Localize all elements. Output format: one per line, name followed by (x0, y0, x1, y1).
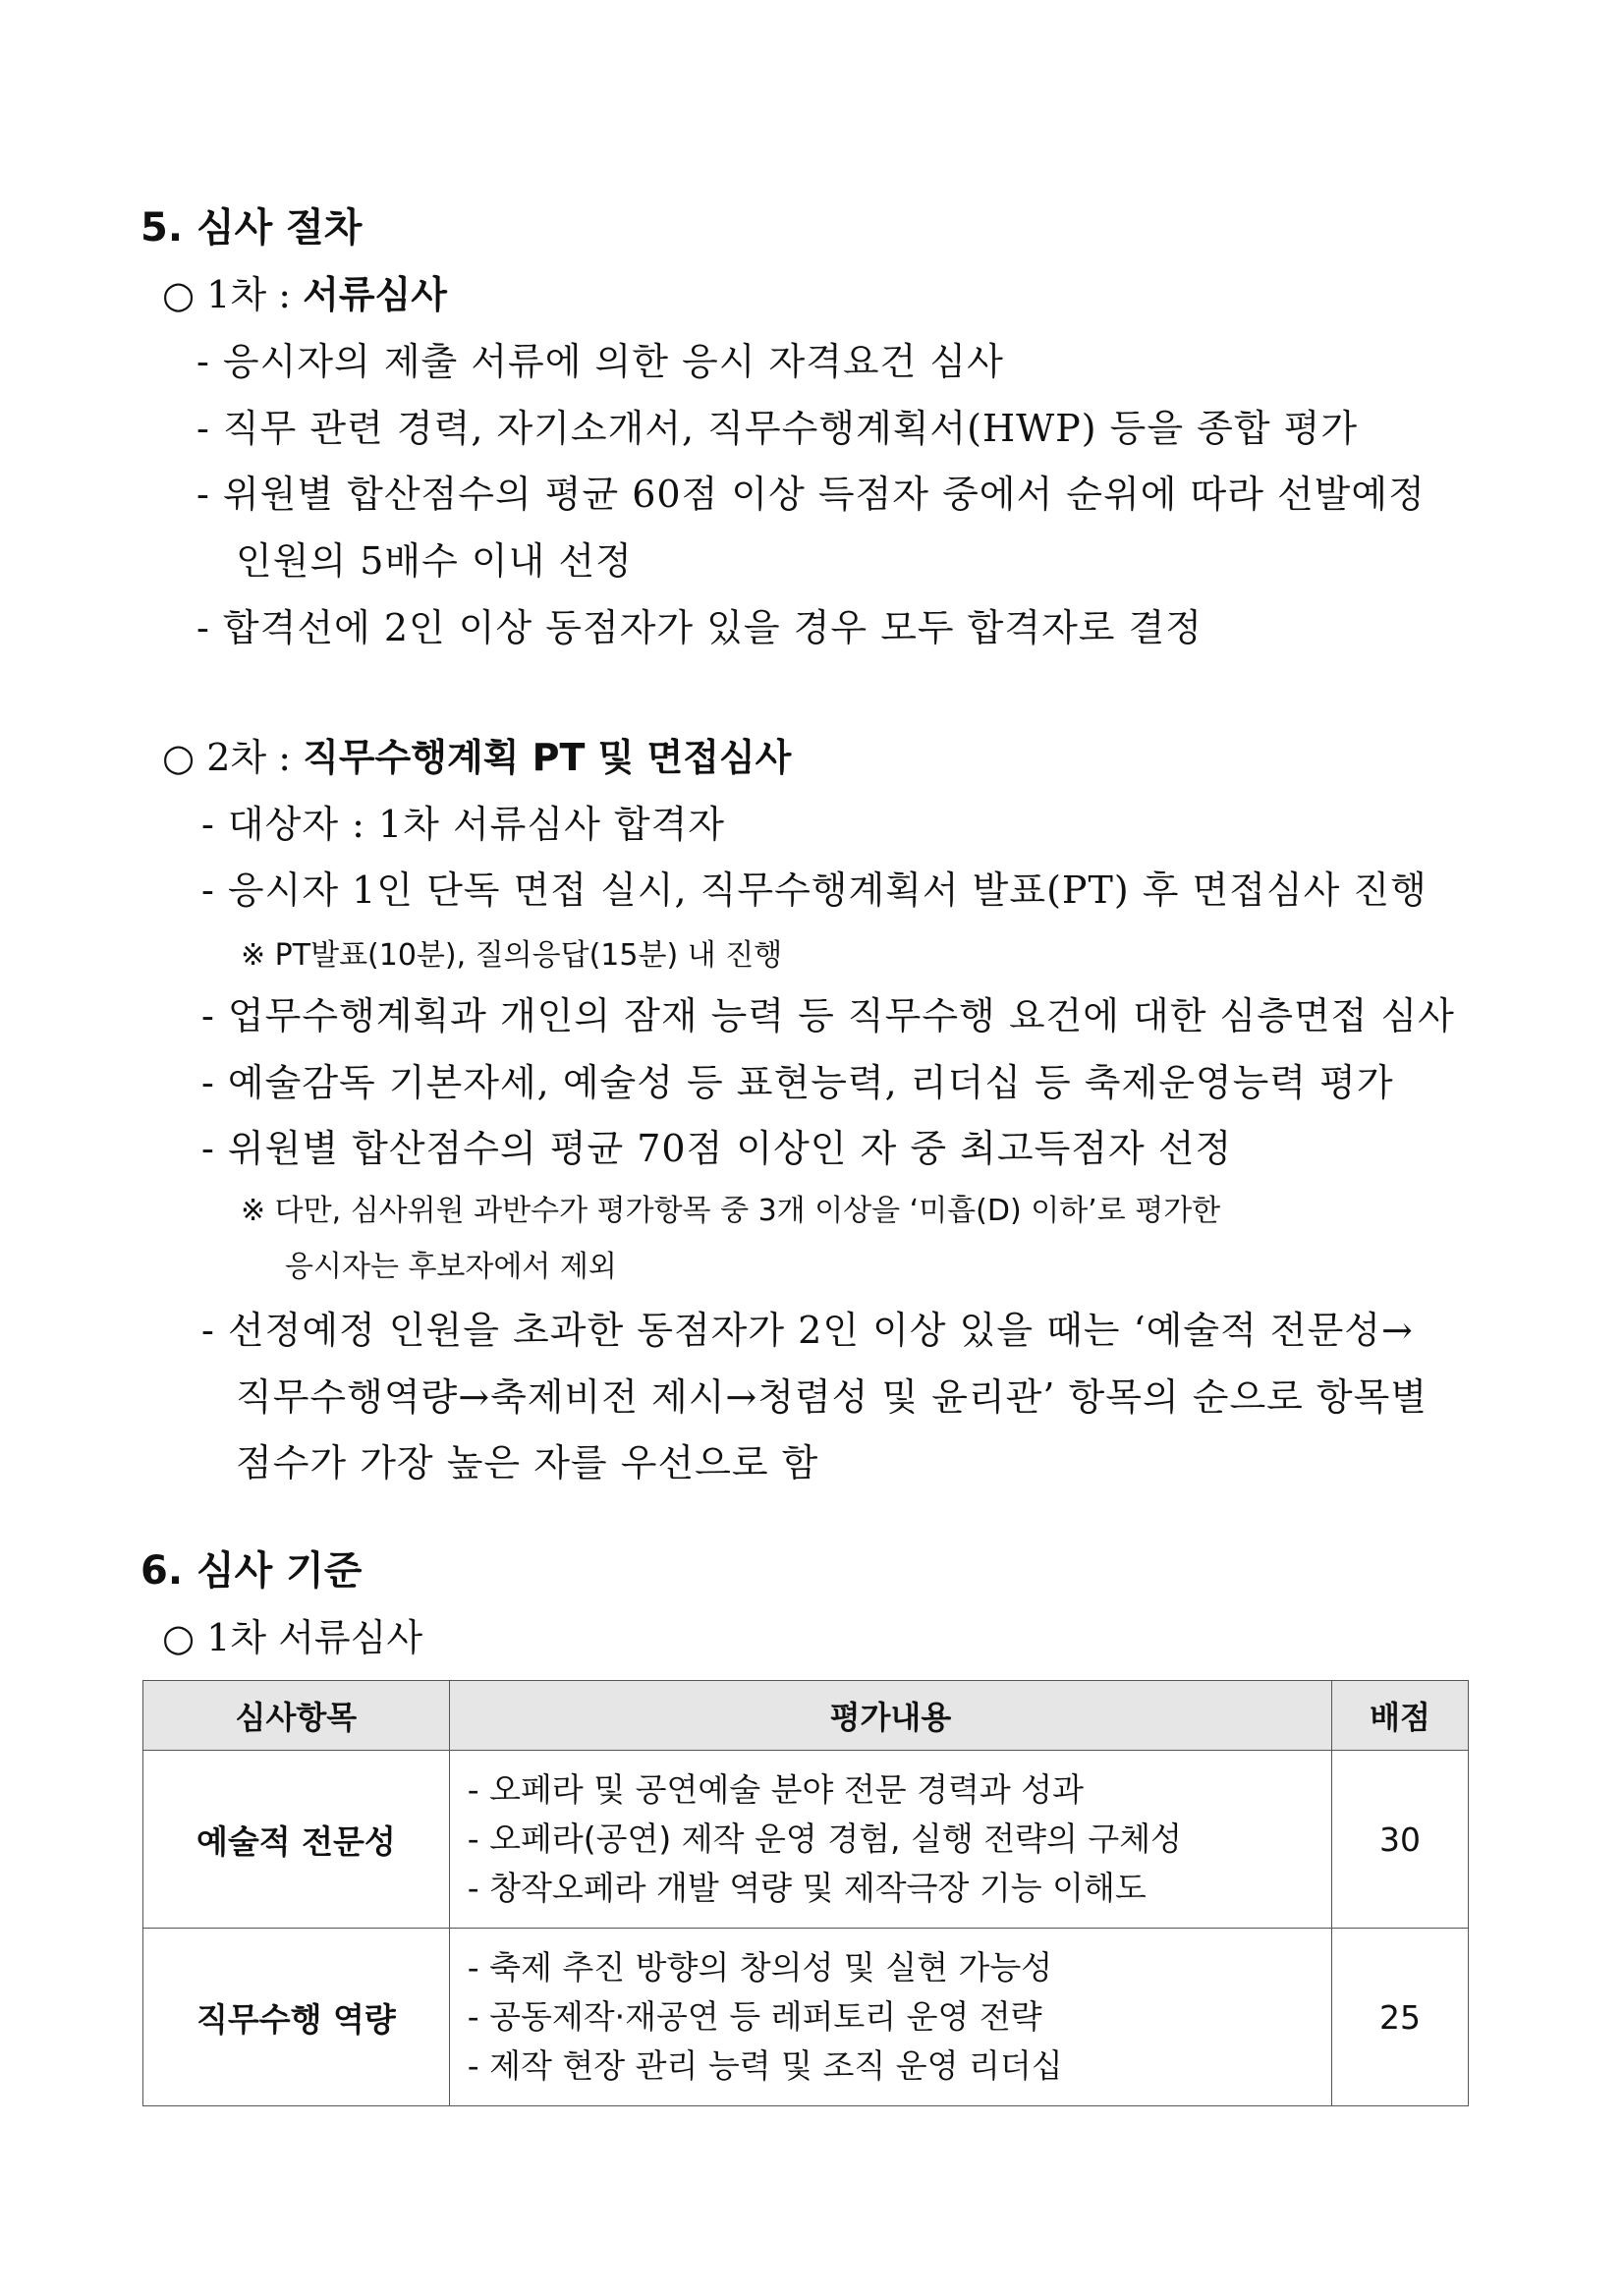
table-row (143, 1751, 1469, 1929)
criteria-content-line: - 축제 추진 방향의 창의성 및 실현 가능성 (467, 1948, 1053, 1987)
stage-2-note: ※ PT발표(10분), 질의응답(15분) 내 진행 (241, 938, 783, 973)
stage-1-heading (162, 273, 447, 316)
bullet-circle: ○ (162, 736, 196, 779)
section-6-stage-label: ○ 1차 서류심사 (162, 1616, 423, 1659)
section-6-heading: 6. 심사 기준 (140, 1548, 363, 1594)
stage-2-note-continuation: 응시자는 후보자에서 제외 (285, 1250, 617, 1284)
stage-2-item: - 예술감독 기본자세, 예술성 등 표현능력, 리더십 등 축제운영능력 평가 (201, 1061, 1394, 1104)
stage-1-item: - 위원별 합산점수의 평균 60점 이상 득점자 중에서 순위에 따라 선발예정 (196, 473, 1426, 516)
criteria-content-line: - 오페라 및 공연예술 분야 전문 경력과 성과 (467, 1770, 1085, 1809)
criteria-item: 예술적 전문성 (143, 1751, 450, 1929)
stage-1-title: 서류심사 (303, 273, 447, 316)
stage-2-heading (162, 736, 792, 779)
stage-2-item: - 응시자 1인 단독 면접 실시, 직무수행계획서 발표(PT) 후 면접심사 진행 (201, 868, 1428, 912)
stage-1-item: - 응시자의 제출 서류에 의한 응시 자격요건 심사 (196, 340, 1004, 383)
column-header-content: 평가내용 (449, 1681, 1331, 1751)
stage-1-item: - 직무 관련 경력, 자기소개서, 직무수행계획서(HWP) 등을 종합 평가 (196, 407, 1359, 450)
section-5-heading: 5. 심사 절차 (140, 205, 363, 251)
criteria-content-line: - 제작 현장 관리 능력 및 조직 운영 리더십 (467, 2046, 1063, 2085)
criteria-content (449, 1929, 1331, 2106)
criteria-content (449, 1751, 1331, 1929)
bullet-circle: ○ (162, 273, 196, 316)
table-row (143, 1929, 1469, 2106)
criteria-content-line: - 오페라(공연) 제작 운영 경험, 실행 전략의 구체성 (467, 1820, 1183, 1858)
criteria-content-line: - 공동제작·재공연 등 레퍼토리 운영 전략 (467, 1997, 1042, 2036)
criteria-content-line: - 창작오페라 개발 역량 및 제작극장 기능 이해도 (467, 1869, 1147, 1907)
stage-2-item-continuation: 직무수행역량→축제비전 제시→청렴성 및 윤리관’ 항목의 순으로 항목별 (236, 1375, 1428, 1419)
column-header-score: 배점 (1332, 1681, 1469, 1751)
stage-2-item-continuation: 점수가 가장 높은 자를 우선으로 함 (236, 1441, 819, 1484)
criteria-table (142, 1680, 1469, 2106)
stage-1-item-continuation: 인원의 5배수 이내 선정 (236, 539, 633, 583)
stage-2-item: - 위원별 합산점수의 평균 70점 이상인 자 중 최고득점자 선정 (201, 1127, 1233, 1170)
stage-2-item: - 업무수행계획과 개인의 잠재 능력 등 직무수행 요건에 대한 심층면접 심사 (201, 994, 1455, 1037)
stage-2-item: - 선정예정 인원을 초과한 동점자가 2인 이상 있을 때는 ‘예술적 전문성→ (201, 1309, 1414, 1352)
stage-1-item: - 합격선에 2인 이상 동점자가 있을 경우 모두 합격자로 결정 (196, 606, 1204, 649)
stage-2-title: 직무수행계획 PT 및 면접심사 (303, 736, 792, 779)
stage-2-note: ※ 다만, 심사위원 과반수가 평가항목 중 3개 이상을 ‘미흡(D) 이하’로 평가한 (241, 1194, 1221, 1228)
stage-2-item: - 대상자 : 1차 서류심사 합격자 (201, 803, 726, 846)
criteria-score: 30 (1332, 1751, 1469, 1929)
table-header-row (143, 1681, 1469, 1751)
criteria-item: 직무수행 역량 (143, 1929, 450, 2106)
stage-2-label: 2차 : (206, 736, 292, 779)
column-header-item: 심사항목 (143, 1681, 450, 1751)
criteria-score: 25 (1332, 1929, 1469, 2106)
stage-1-label: 1차 : (206, 273, 292, 316)
